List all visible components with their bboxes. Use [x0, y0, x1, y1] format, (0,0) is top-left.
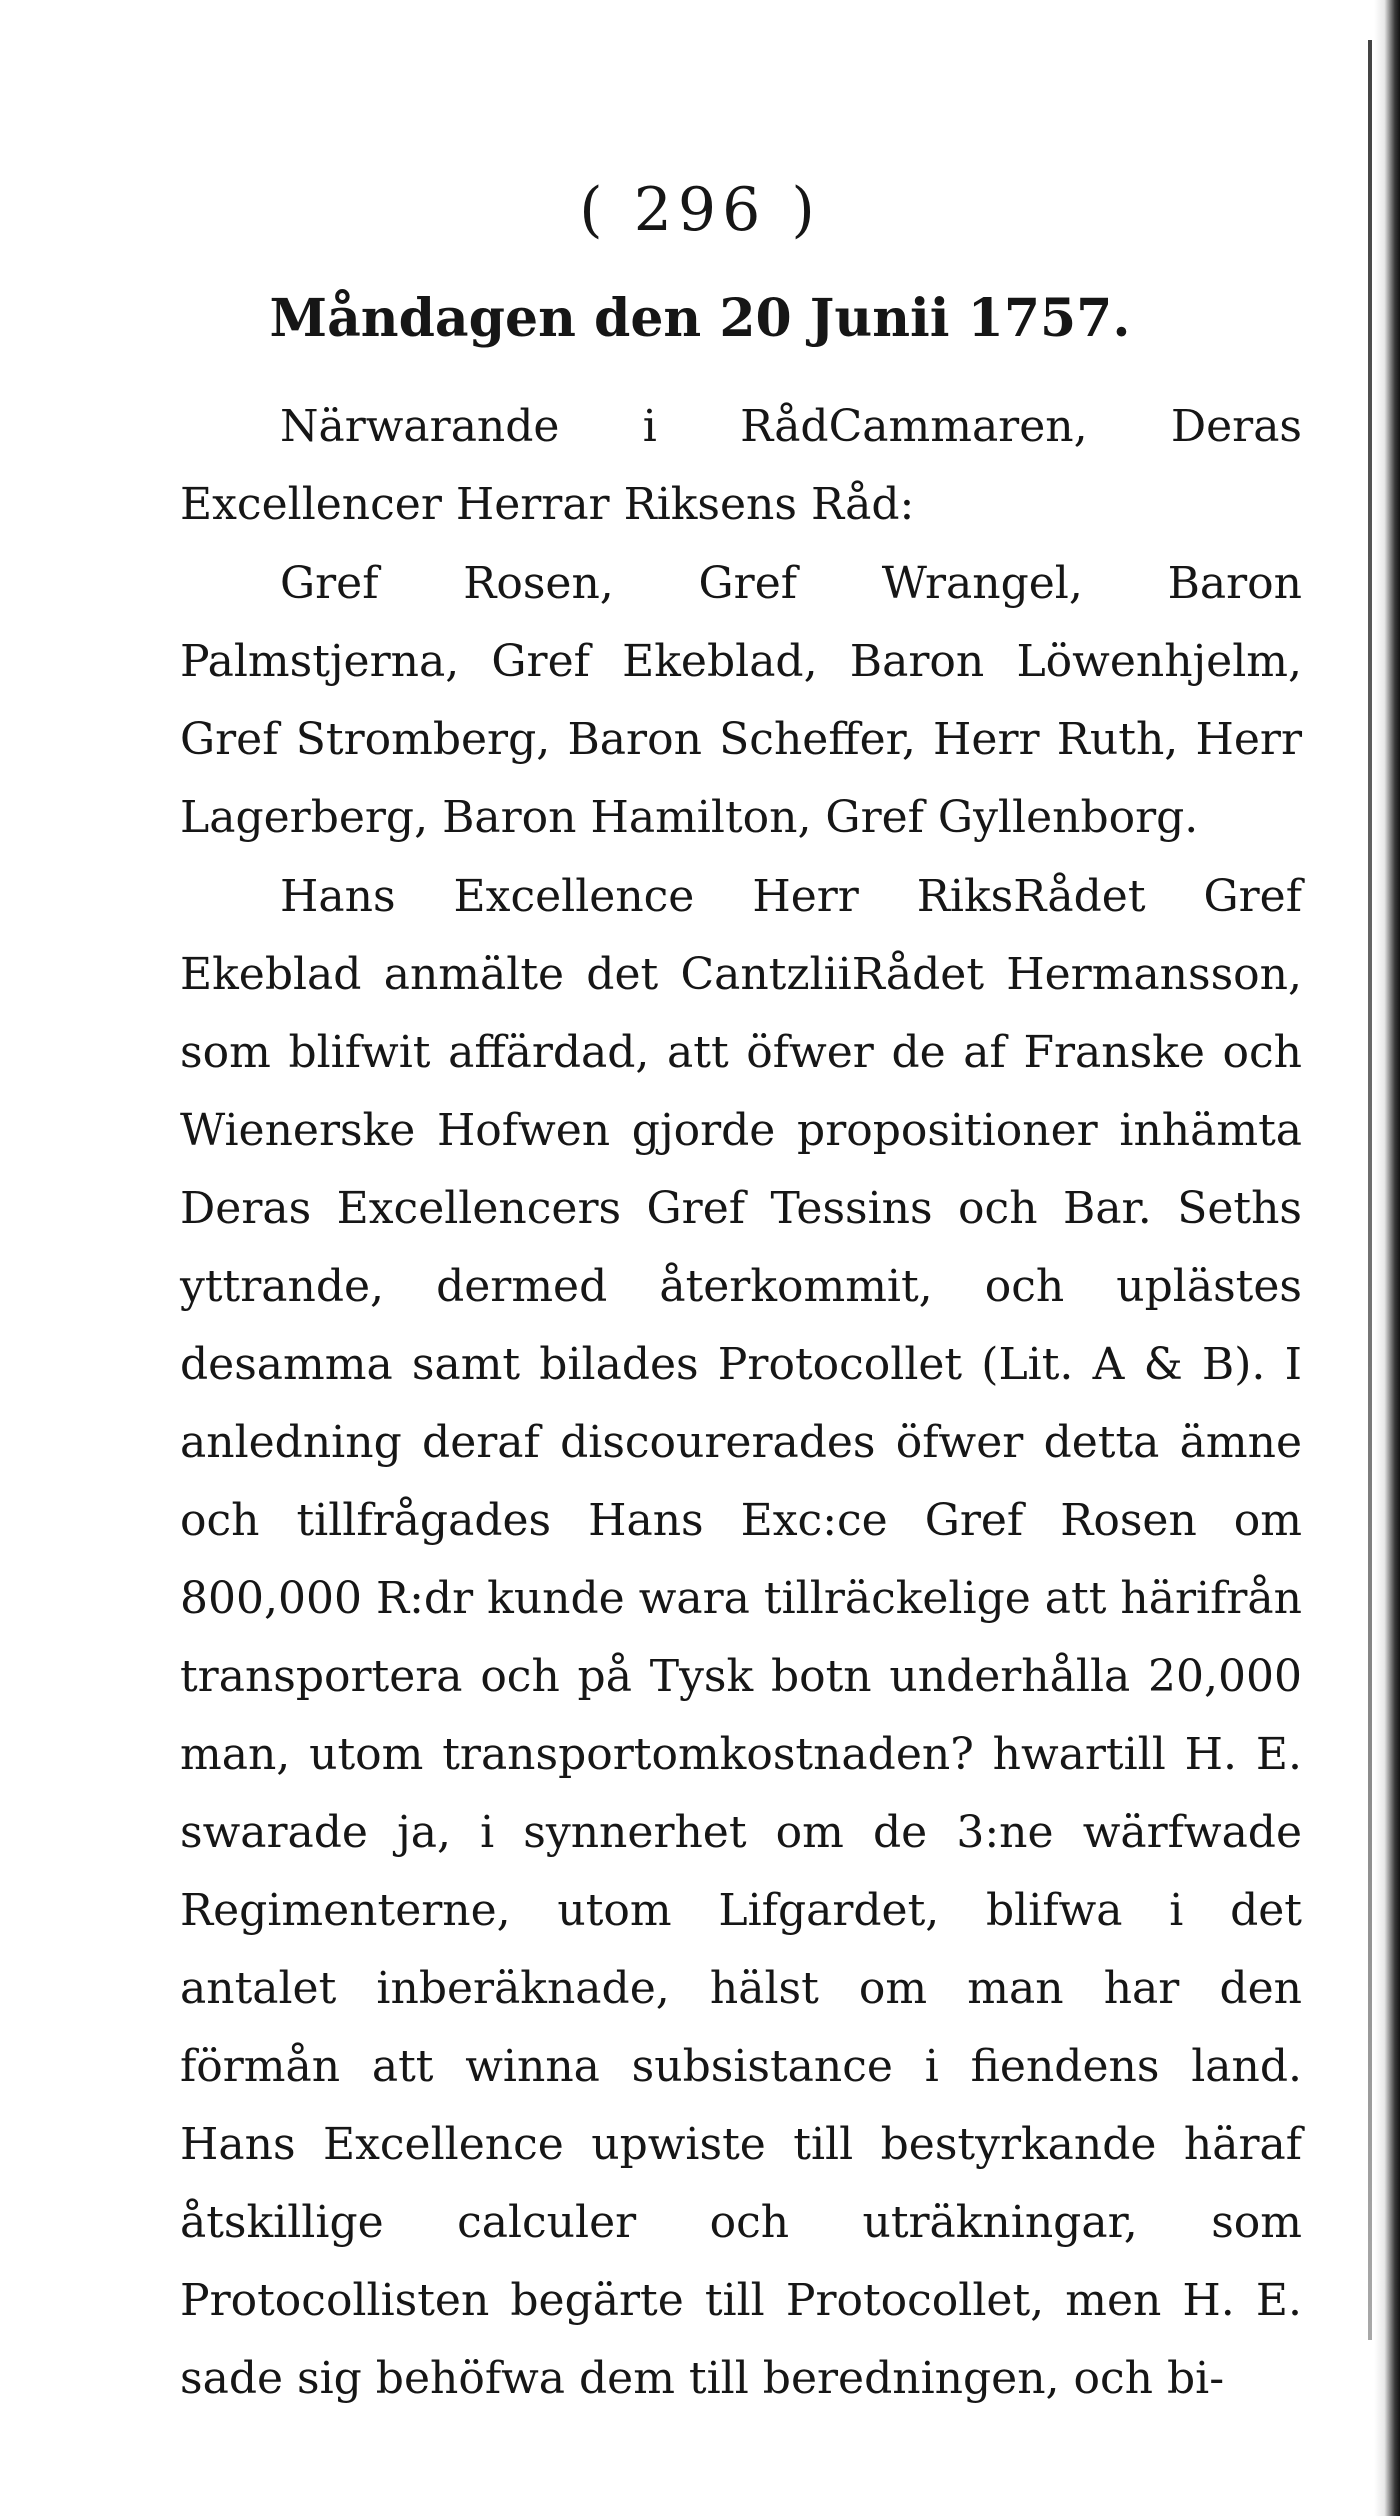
page-edge-shadow: [1374, 0, 1400, 2516]
paragraph-attendance: Närwarande i RådCammaren, Deras Excellencer Herrar Riksens Råd:: [180, 401, 1302, 530]
binding-edge-line: [1368, 40, 1372, 2340]
date-heading: Måndagen den 20 Junii 1757.: [269, 288, 1131, 349]
page-number: ( 296 ): [579, 175, 821, 245]
paragraph-council-members: Gref Rosen, Gref Wrangel, Baron Palmstjerna, Gref Ekeblad, Baron Löwenhjelm, Gref Stromberg, Baron Scheffer, Herr Ruth, Herr Lagerberg, Baron Hamilton, Gref Gyllenborg.: [180, 558, 1302, 843]
paragraph-minutes: Hans Excellence Herr RiksRådet Gref Ekeblad anmälte det CantzliiRådet Hermansson, som blifwit affärdad, att öfwer de af Franske och Wienerske Hofwen gjorde propositioner inhämta Deras Excellencers Gref Tessins och Bar. Seths yttrande, dermed återkommit, och uplästes desamma samt bilades Protocollet (Lit. A & B). I anledning deraf discourerades öfwer detta ämne och tillfrågades Hans Exc:ce Gref Rosen om 800,000 R:dr kunde wara tillräckelige att härifrån transportera och på Tysk botn underhålla 20,000 man, utom transportomkostnaden? hwartill H. E. swarade ja, i synnerhet om de 3:ne wärfwade Regimenterne, utom Lifgardet, blifwa i det antalet inberäknade, hälst om man har den förmån att winna subsistance i fiendens land. Hans Excellence upwiste till bestyrkande häraf åtskillige calculer och uträkningar, som Protocollisten begärte till Protocollet, men H. E. sade sig behöfwa dem till beredningen, och bi-: [180, 871, 1302, 2404]
